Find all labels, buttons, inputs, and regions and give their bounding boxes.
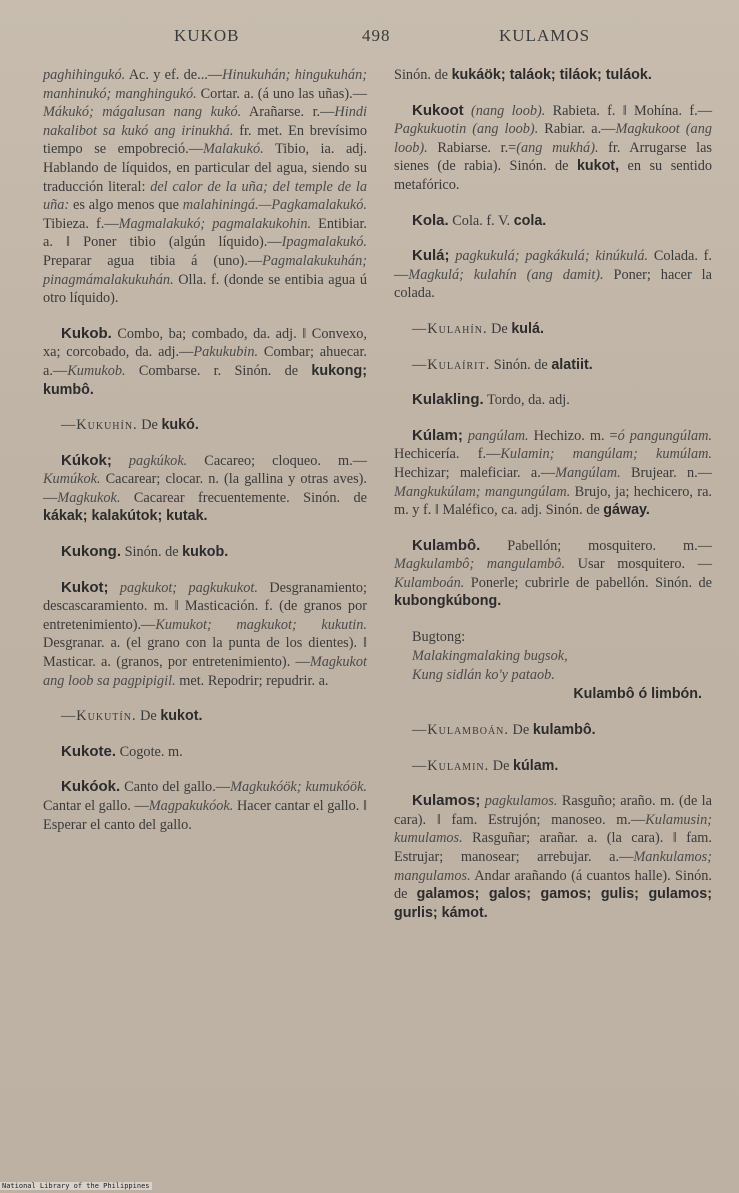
definition-text: Olla. f. (donde se entibia agua ú otro líquido).: [43, 271, 367, 307]
derived-form: —Kulamin.: [412, 757, 490, 774]
left-column: [43, 66, 367, 851]
derived-form: —Kukuhín.: [61, 417, 138, 434]
definition-text: Tibieza. f.—: [43, 215, 119, 232]
definition-text: Poner; hacer la colada.: [394, 266, 712, 302]
definition-text: De: [508, 722, 533, 739]
synonym-reference: kukot.: [160, 708, 203, 725]
dictionary-entry: [43, 778, 367, 834]
synonym-reference: cola.: [513, 212, 547, 229]
dictionary-entry: [394, 212, 712, 231]
dictionary-entry: [394, 391, 712, 410]
derived-form: —Kulahín.: [412, 320, 488, 337]
headword: Kulakling.: [412, 391, 484, 409]
synonym-reference: kákak; kalakútok; kutak.: [43, 508, 208, 525]
synonym-reference: kulá.: [511, 320, 544, 337]
headword: Kúkok;: [61, 451, 112, 469]
definition-text: Rabiarse. r.=: [427, 139, 517, 156]
dictionary-entry: [43, 452, 367, 526]
definition-text: Cortar. a. (á uno las uñas).—: [196, 85, 367, 102]
dictionary-entry: [43, 579, 367, 691]
italic-text: Mankulamos; mangulamos.: [394, 849, 712, 884]
definition-text: Cogote. m.: [116, 743, 183, 760]
italic-text: Pagmalakukuhán; pinagmámalakukuhán.: [43, 252, 367, 288]
dictionary-entry: [394, 356, 712, 375]
definition-text: met. Repodrir; repudrir. a.: [175, 672, 329, 689]
definition-text: Arañarse. r.—: [241, 104, 335, 121]
dictionary-entry: [394, 320, 712, 339]
dictionary-entry: [394, 247, 712, 303]
italic-text: paghihingukó.: [43, 67, 126, 83]
definition-text: Preparar agua tibia á (uno).—: [43, 252, 263, 269]
definition-text: Entibiar. a. ‖ Poner tibio (algún líquido).—: [43, 215, 368, 251]
headword: Kúlam;: [412, 426, 463, 444]
synonym-reference: kulambô.: [532, 722, 596, 739]
dictionary-entry: [394, 102, 712, 195]
dictionary-entry: [394, 537, 712, 611]
italic-text: Mangúlam.: [555, 464, 621, 481]
headword: Kukote.: [61, 742, 117, 760]
page-header: [0, 26, 739, 50]
italic-text: Mangkukúlam; mangungúlam.: [394, 483, 571, 500]
dictionary-entry: [394, 721, 712, 740]
synonym-reference: kukáök; taláok; tiláok; tuláok.: [451, 67, 652, 83]
headword: Kulamos;: [412, 792, 481, 810]
italic-text: Kulamboán.: [394, 574, 465, 591]
definition-text: Rasguñar; arañar. a. (la cara). ‖ fam. Estrujar; manosear; arrebujar. a.—: [394, 830, 712, 866]
italic-text: Pagkukuotin (ang loob).: [394, 121, 539, 138]
definition-text: fr. Arrugarse las sienes (de rabia). Sinón. de: [394, 139, 712, 175]
italic-text: Magpakukóok.: [148, 798, 234, 814]
italic-text: Kumúkok.: [43, 471, 101, 488]
definition-text: Sinón. de: [394, 67, 452, 83]
library-footer: National Library of the Philippines: [2, 1182, 150, 1190]
definition-text: Cacarear frecuentemente. Sinón. de: [120, 489, 367, 506]
riddle-line-1: Malakingmalaking bugsok,: [412, 648, 568, 665]
derived-form: —Kulamboán.: [412, 722, 509, 739]
definition-text: Usar mosquitero. —: [565, 556, 712, 573]
italic-text: Magkukoot (ang loob).: [394, 121, 712, 156]
italic-text: pagkulamos.: [484, 793, 558, 810]
headword: Kukoot: [412, 101, 464, 119]
definition-text: Combarse. r. Sinón. de: [125, 362, 312, 379]
dictionary-entry: [394, 792, 712, 922]
dictionary-entry: [43, 66, 367, 308]
definition-text: Combar; ahuecar. a.—: [43, 344, 367, 379]
definition-text: Desgranar. a. (el grano con la punta de los dientes). ‖ Masticar. a. (granos, por entretenimiento). —: [43, 635, 367, 671]
definition-text: De: [137, 417, 162, 434]
definition-text: es algo menos que: [69, 197, 183, 214]
definition-text: Cacarear; clocar. n. (la gallina y otras aves).—: [43, 471, 367, 506]
italic-text: Kulamusin; kumulamos.: [394, 811, 712, 847]
italic-text: pangúlam.: [467, 427, 529, 444]
italic-text: Kulamin; mangúlam; kumúlam.: [500, 446, 713, 463]
definition-text: Cacareo; cloqueo. m.—: [187, 452, 367, 469]
definition-text: en su sentido metafórico.: [394, 158, 712, 193]
definition-text: Ac. y ef. de...—: [125, 67, 223, 83]
italic-text: Magkukot ang loob sa pagpipigil.: [43, 654, 367, 689]
definition-text: fr. met. En brevísimo tiempo se empobreció.—: [43, 122, 367, 158]
italic-text: (ang mukhá).: [516, 139, 599, 156]
definition-text: Hechizo. m. =: [528, 427, 618, 444]
definition-text: Pabellón; mosquitero. m.—: [480, 537, 712, 554]
definition-text: Colada. f.—: [394, 248, 712, 283]
italic-text: malahiningá.—Pagkamalakukó.: [182, 197, 367, 214]
headword: Kukot;: [61, 578, 109, 596]
definition-text: Canto del gallo.—: [120, 779, 231, 796]
italic-text: Magkukóök; kumukóök.: [230, 779, 367, 796]
headword: Kola.: [412, 211, 449, 229]
derived-form: —Kulaírit.: [412, 356, 491, 373]
dictionary-entry: [394, 757, 712, 776]
italic-text: Magkulambô; mangulambô.: [394, 556, 566, 573]
synonym-reference: kukó.: [161, 417, 199, 434]
dictionary-entry: [43, 707, 367, 726]
headword: Kulambô.: [412, 536, 481, 554]
definition-text: Rabiar. a.—: [538, 121, 616, 138]
definition-text: Hacer cantar el gallo. ‖ Esperar el canto del gallo.: [43, 798, 367, 833]
definition-text: Tordo, da. adj.: [483, 392, 570, 409]
italic-text: Magkukok.: [57, 489, 121, 506]
riddle-block: [412, 628, 712, 704]
italic-text: (nang loob).: [470, 102, 546, 119]
italic-text: Kumukob.: [67, 362, 126, 379]
italic-text: pagkúkok.: [128, 452, 188, 469]
headword: Kukob.: [61, 324, 112, 342]
definition-text: Sinón. de: [121, 544, 183, 561]
riddle-answer: Kulambô ó limbón.: [573, 686, 702, 703]
dictionary-entry: [43, 543, 367, 562]
dictionary-entry: [43, 325, 367, 399]
dictionary-entry: [394, 66, 712, 85]
dictionary-entry: [394, 427, 712, 520]
header-left-guideword: KUKOB: [174, 26, 240, 45]
header-right-guideword: KULAMOS: [499, 26, 591, 45]
italic-text: Malakukó.: [203, 141, 264, 158]
definition-text: De: [489, 757, 514, 774]
definition-text: Ponerle; cubrirle de pabellón. Sinón. de: [464, 574, 712, 591]
headword: Kukong.: [61, 543, 121, 561]
synonym-reference: kubongkúbong.: [394, 593, 502, 610]
italic-text: pagkukulá; pagkákulá; kinúkulá.: [455, 248, 649, 265]
definition-text: [112, 453, 129, 469]
definition-text: Rasguño; araño. m. (de la cara). ‖ fam. Estrujón; manoseo. m.—: [394, 793, 712, 828]
italic-text: Mákukó; mágalusan nang kukó.: [43, 104, 242, 121]
page-number: 498: [362, 26, 391, 45]
italic-text: Ipagmalakukó.: [281, 234, 367, 251]
synonym-reference: kúlam.: [513, 757, 559, 774]
italic-text: Magkulá; kulahín (ang damit).: [408, 266, 604, 283]
definition-text: Tibio, ia. adj. Hablando de líquidos, en particular del agua, siendo su traducción literal:: [43, 141, 367, 195]
italic-text: Hindi nakalibot sa kukó ang irinukhá.: [43, 104, 367, 139]
derived-form: —Kukutín.: [61, 708, 137, 725]
riddle-label: Bugtong:: [412, 629, 466, 646]
italic-text: Hinukuhán; hingukuhán; manhinukó; manghingukó.: [43, 67, 367, 102]
dictionary-entry: [43, 416, 367, 435]
italic-text: Kumukot; magkukot; kukutin.: [155, 616, 367, 633]
synonym-reference: gáway.: [603, 502, 650, 519]
definition-text: De: [136, 708, 161, 725]
right-column: [394, 66, 712, 939]
italic-text: Pakukubin.: [193, 344, 259, 361]
riddle-line-2: Kung sidlán ko'y pataob.: [412, 667, 555, 684]
italic-text: del calor de la uña; del temple de la uña:: [43, 178, 367, 214]
definition-text: Rabieta. f. ‖ Mohína. f.—: [545, 102, 712, 119]
definition-text: Sinón. de: [490, 356, 552, 373]
definition-text: Hechicería. f.—: [394, 446, 501, 463]
definition-text: Combo, ba; combado, da. adj. ‖ Convexo, xa; corcobado, da. adj.—: [43, 325, 367, 361]
definition-text: Cantar el gallo. —: [43, 798, 149, 814]
synonym-reference: kukot,: [576, 158, 620, 175]
synonym-reference: alatiit.: [551, 356, 593, 373]
definition-text: [109, 580, 120, 596]
definition-text: Brujear. n.—: [620, 464, 713, 481]
definition-text: Cola. f. V.: [448, 212, 514, 229]
definition-text: Desgranamiento; descascaramiento. m. ‖ Masticación. f. (de granos por entretenimiento).—: [43, 579, 368, 633]
synonym-reference: kukob.: [182, 544, 229, 561]
italic-text: Magmalakukó; pagmalakukohin.: [118, 215, 312, 232]
headword: Kukóok.: [61, 778, 121, 796]
definition-text: [464, 103, 471, 119]
dictionary-entry: [43, 743, 367, 762]
headword: Kulá;: [412, 247, 450, 265]
definition-text: Hechizar; maleficiar. a.—: [394, 464, 556, 481]
italic-text: ó pangungúlam.: [617, 427, 712, 444]
synonym-reference: kukong; kumbô.: [43, 362, 367, 398]
definition-text: De: [487, 320, 512, 337]
definition-text: Brujo, ja; hechicero, ra. m. y f. ‖ Maléfico, ca. adj. Sinón. de: [394, 483, 712, 519]
synonym-reference: galamos; galos; gamos; gulis; gulamos; gurlis; kámot.: [394, 886, 712, 921]
definition-text: Andar arañando (á cuantos halle). Sinón. de: [394, 867, 712, 903]
italic-text: pagkukot; pagkukukot.: [119, 579, 258, 596]
